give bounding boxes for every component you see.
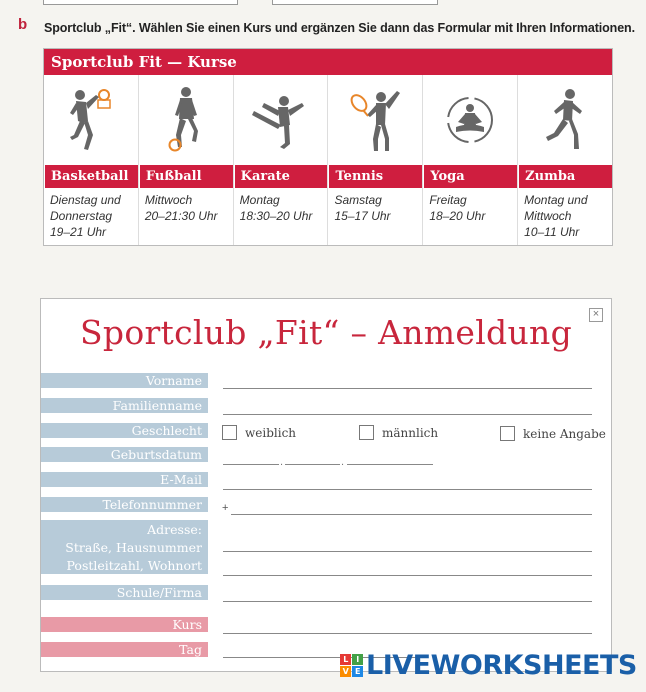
course-name: Fußball	[139, 165, 233, 188]
course-schedule	[44, 188, 138, 240]
course-column	[139, 75, 234, 245]
course-schedule	[139, 188, 233, 224]
label-vorname: Vorname	[41, 373, 208, 388]
course-name: Tennis	[328, 165, 422, 188]
label-adresse-line2: Straße, Hausnummer	[65, 540, 202, 555]
course-schedule	[423, 188, 517, 224]
course-name: Yoga	[423, 165, 517, 188]
checkbox-weiblich[interactable]	[222, 425, 237, 440]
basketball-player-icon	[44, 75, 138, 165]
course-schedule-line: 18:30–20 Uhr	[239, 209, 313, 223]
liveworksheets-watermark[interactable]	[340, 650, 637, 681]
course-column	[44, 75, 139, 245]
label-email: E-Mail	[41, 472, 208, 487]
gender-option-maennlich[interactable]	[359, 425, 438, 440]
geburtsdatum-year-field[interactable]	[347, 464, 433, 465]
label-geburtsdatum: Geburtsdatum	[41, 447, 208, 462]
football-player-icon	[139, 75, 233, 165]
tennis-player-icon	[328, 75, 422, 165]
previous-box-remnant-right	[272, 0, 438, 5]
course-schedule	[518, 188, 612, 240]
date-separator: .	[280, 456, 284, 468]
wohnort-field[interactable]	[223, 575, 592, 576]
course-columns	[44, 75, 612, 245]
course-schedule-line: Samstag	[334, 193, 382, 207]
course-schedule-line: Donnerstag	[50, 209, 113, 223]
label-adresse-line1: Adresse:	[147, 522, 202, 537]
label-telefon: Telefonnummer	[41, 497, 208, 512]
geburtsdatum-month-field[interactable]	[285, 464, 340, 465]
logo-letter-v: V	[340, 666, 351, 677]
karate-kick-icon	[234, 75, 328, 165]
geburtsdatum-day-field[interactable]	[223, 464, 279, 465]
kurs-field[interactable]	[223, 633, 592, 634]
course-name: Basketball	[44, 165, 138, 188]
label-geschlecht: Geschlecht	[41, 423, 208, 438]
label-adresse-line3: Postleitzahl, Wohnort	[66, 558, 202, 573]
checkbox-keine-angabe[interactable]	[500, 426, 515, 441]
course-schedule	[328, 188, 422, 224]
logo-letter-i: I	[352, 654, 363, 665]
vorname-field[interactable]	[223, 388, 592, 389]
course-column	[234, 75, 329, 245]
course-column	[328, 75, 423, 245]
familienname-field[interactable]	[223, 414, 592, 415]
course-schedule-line: Dienstag und	[50, 193, 121, 207]
label-adresse	[41, 520, 208, 574]
course-schedule-line: 19–21 Uhr	[50, 225, 107, 239]
course-schedule-line: 15–17 Uhr	[334, 209, 391, 223]
course-schedule-line: Montag und	[524, 193, 588, 207]
date-separator: .	[341, 456, 345, 468]
course-schedule-line: 10–11 Uhr	[524, 225, 580, 239]
course-schedule	[234, 188, 328, 224]
gender-option-weiblich[interactable]	[222, 425, 296, 440]
phone-prefix: +	[222, 502, 229, 514]
course-schedule-line: Mittwoch	[524, 209, 572, 223]
course-schedule-line: Freitag	[429, 193, 467, 207]
liveworksheets-text: LIVEWORKSHEETS	[366, 650, 637, 681]
task-instruction: Sportclub „Fit“. Wählen Sie einen Kurs und ergänzen Sie dann das Formular mit Ihren Informationen.	[44, 21, 635, 35]
logo-letter-l: L	[340, 654, 351, 665]
checkbox-maennlich[interactable]	[359, 425, 374, 440]
yoga-meditation-icon	[423, 75, 517, 165]
course-name: Karate	[234, 165, 328, 188]
gender-label-keine-angabe: keine Angabe	[523, 426, 606, 441]
label-kurs: Kurs	[41, 617, 208, 632]
schule-field[interactable]	[223, 601, 592, 602]
liveworksheets-logo-icon	[340, 654, 363, 677]
previous-box-remnant-left	[43, 0, 238, 5]
gender-label-maennlich: männlich	[382, 425, 439, 440]
strasse-field[interactable]	[223, 551, 592, 552]
gender-option-keine-angabe[interactable]	[500, 426, 606, 441]
registration-form	[40, 298, 612, 672]
label-familienname: Familienname	[41, 398, 208, 413]
label-tag: Tag	[41, 642, 208, 657]
label-schule: Schule/Firma	[41, 585, 208, 600]
close-icon[interactable]: ×	[589, 308, 603, 322]
form-title: Sportclub „Fit“ – Anmeldung	[79, 313, 572, 352]
course-schedule-line: 18–20 Uhr	[429, 209, 486, 223]
logo-letter-e: E	[352, 666, 363, 677]
gender-label-weiblich: weiblich	[245, 425, 297, 440]
course-table-header: Sportclub Fit — Kurse	[44, 49, 612, 75]
course-name: Zumba	[518, 165, 612, 188]
course-schedule-line: 20–21:30 Uhr	[144, 209, 218, 223]
telefon-field[interactable]	[231, 514, 592, 515]
course-column	[423, 75, 518, 245]
course-schedule-line: Montag	[239, 193, 280, 207]
zumba-dancer-icon	[518, 75, 612, 165]
email-field[interactable]	[223, 489, 592, 490]
course-column	[518, 75, 612, 245]
course-table	[43, 48, 613, 246]
task-letter: b	[18, 16, 28, 33]
course-schedule-line: Mittwoch	[144, 193, 193, 207]
